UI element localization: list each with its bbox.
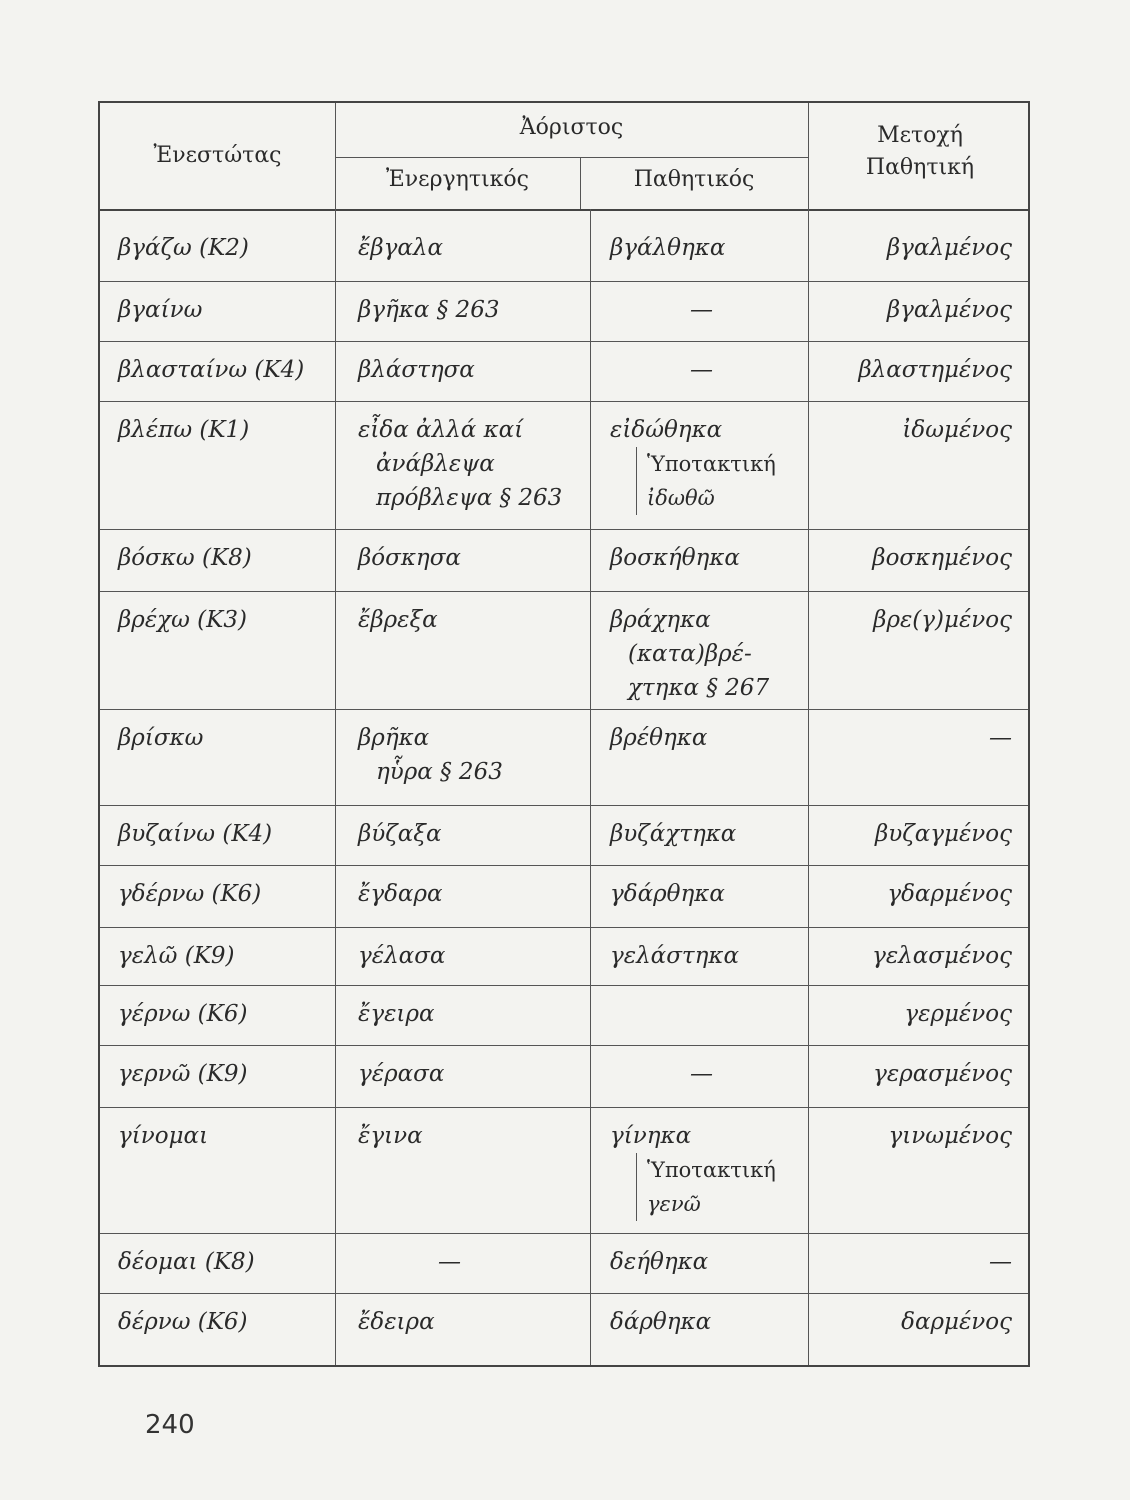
aorist-active-line: ἀνάβλεψα [376, 451, 495, 477]
aorist-passive-cell [610, 1045, 815, 1091]
aorist-active-cell [358, 591, 583, 637]
aorist-passive-cell [610, 985, 815, 997]
subjunctive-form: γενῶ [647, 1192, 701, 1216]
aorist-active-cell [358, 1233, 583, 1279]
table-header [100, 103, 1028, 211]
participle-cell: ἰδωμένος [902, 417, 1012, 443]
aorist-passive-line: χτηκα § 267 [628, 675, 770, 701]
present-cell: βρίσκω [118, 725, 204, 751]
table-row [100, 209, 1028, 282]
aorist-passive-cell [610, 927, 815, 973]
participle-cell: γδαρμένος [887, 881, 1012, 907]
aorist-active-cell [358, 865, 583, 911]
aorist-active-line: ἔγινα [358, 1123, 423, 1149]
aorist-passive-line: δεήθηκα [610, 1249, 709, 1275]
aorist-passive-line: γδάρθηκα [610, 881, 725, 907]
aorist-passive-line: — [690, 357, 713, 383]
aorist-divider [335, 157, 808, 158]
aorist-active-line: ἔγδαρα [358, 881, 443, 907]
aorist-passive-line: εἰδώθηκα [610, 417, 723, 443]
subjunctive-note [636, 1153, 815, 1221]
participle-cell: βλαστημένος [858, 357, 1012, 383]
participle-cell: — [989, 725, 1012, 751]
participle-cell: — [989, 1249, 1012, 1275]
subjunctive-label: Ὑποτακτική [647, 1158, 776, 1182]
present-cell: γελῶ (Κ9) [118, 943, 235, 969]
aorist-active-line: βόσκησα [358, 545, 461, 571]
aorist-passive-line: βρέθηκα [610, 725, 708, 751]
aorist-active-line: βγῆκα § 263 [358, 297, 500, 323]
aorist-active-line: ἔβρεξα [358, 607, 438, 633]
page-number: 240 [145, 1410, 195, 1440]
present-cell: βυζαίνω (Κ4) [118, 821, 273, 847]
table-row [100, 927, 1028, 986]
header-participle-1: Μετοχή [877, 123, 963, 148]
table-row [100, 865, 1028, 928]
table-row [100, 341, 1028, 402]
aorist-active-cell [358, 1293, 583, 1339]
table-row [100, 591, 1028, 710]
table-row [100, 1107, 1028, 1234]
present-cell: βλέπω (Κ1) [118, 417, 250, 443]
aorist-passive-cell [610, 529, 815, 575]
subjunctive-label: Ὑποτακτική [647, 452, 776, 476]
participle-cell: βυζαγμένος [874, 821, 1012, 847]
subjunctive-note [636, 447, 815, 515]
participle-cell: βγαλμένος [886, 297, 1012, 323]
aorist-active-cell [358, 1045, 583, 1091]
header-active: Ἐνεργητικός [386, 167, 529, 192]
table-row [100, 709, 1028, 806]
aorist-passive-line: βυζάχτηκα [610, 821, 737, 847]
table-row [100, 529, 1028, 592]
aorist-passive-cell [610, 401, 815, 515]
present-cell: βόσκω (Κ8) [118, 545, 252, 571]
aorist-active-cell [358, 341, 583, 387]
aorist-passive-line: βοσκήθηκα [610, 545, 740, 571]
aorist-active-line: ἔγειρα [358, 1001, 435, 1027]
present-cell: βγαίνω [118, 297, 203, 323]
aorist-passive-line: γίνηκα [610, 1123, 692, 1149]
aorist-active-line: βρῆκα [358, 725, 430, 751]
aorist-active-cell [358, 281, 583, 327]
participle-cell: γερασμένος [873, 1061, 1012, 1087]
header-aorist: Ἀόριστος [519, 115, 624, 140]
participle-cell: γερμένος [904, 1001, 1012, 1027]
aorist-active-line: πρόβλεψα § 263 [376, 485, 563, 511]
aorist-active-line: γέρασα [358, 1061, 445, 1087]
participle-cell: γινωμένος [888, 1123, 1012, 1149]
header-passive: Παθητικός [633, 167, 755, 192]
participle-cell: βρε(γ)μένος [873, 607, 1012, 633]
header-divider [580, 157, 581, 209]
aorist-active-cell [358, 985, 583, 1031]
participle-cell: γελασμένος [872, 943, 1012, 969]
aorist-passive-cell [610, 281, 815, 327]
aorist-active-line: γέλασα [358, 943, 446, 969]
aorist-passive-line: βράχηκα [610, 607, 711, 633]
aorist-active-cell [358, 927, 583, 973]
aorist-active-line: ἔδειρα [358, 1309, 435, 1335]
aorist-active-line: βύζαξα [358, 821, 442, 847]
aorist-passive-line: (κατα)βρέ- [628, 641, 752, 667]
aorist-active-line: εἶδα ἀλλά καί [358, 417, 524, 443]
aorist-passive-line: βγάλθηκα [610, 235, 726, 261]
aorist-passive-line: δάρθηκα [610, 1309, 712, 1335]
participle-cell: βγαλμένος [886, 235, 1012, 261]
aorist-passive-cell [610, 709, 815, 755]
participle-cell: βοσκημένος [872, 545, 1012, 571]
present-cell: βλασταίνω (Κ4) [118, 357, 305, 383]
table-row [100, 401, 1028, 530]
present-cell: γίνομαι [118, 1123, 209, 1149]
subjunctive-form: ἰδωθῶ [647, 486, 715, 510]
table-row [100, 1233, 1028, 1294]
table-row [100, 1045, 1028, 1108]
table-row [100, 1293, 1028, 1369]
participle-cell: δαρμένος [901, 1309, 1012, 1335]
aorist-active-cell [358, 401, 583, 515]
aorist-passive-cell [610, 591, 815, 705]
aorist-passive-line: γελάστηκα [610, 943, 740, 969]
header-participle-2: Παθητική [865, 155, 975, 180]
present-cell: γδέρνω (Κ6) [118, 881, 262, 907]
aorist-active-cell [358, 529, 583, 575]
aorist-passive-cell [610, 209, 815, 265]
table-row [100, 805, 1028, 866]
aorist-active-cell [358, 209, 583, 265]
aorist-passive-line: — [690, 1061, 713, 1087]
aorist-active-line: ἔβγαλα [358, 235, 444, 261]
present-cell: γερνῶ (Κ9) [118, 1061, 248, 1087]
aorist-passive-cell [610, 341, 815, 387]
present-cell: δέομαι (Κ8) [118, 1249, 255, 1275]
aorist-passive-line: — [690, 297, 713, 323]
aorist-active-line: ηὗρα § 263 [376, 759, 503, 785]
aorist-passive-cell [610, 805, 815, 851]
present-cell: γέρνω (Κ6) [118, 1001, 248, 1027]
table-row [100, 281, 1028, 342]
aorist-active-cell [358, 805, 583, 851]
present-cell: δέρνω (Κ6) [118, 1309, 248, 1335]
aorist-passive-cell [610, 1107, 815, 1221]
aorist-active-line: — [438, 1249, 461, 1275]
aorist-passive-cell [610, 865, 815, 911]
aorist-passive-cell [610, 1293, 815, 1339]
aorist-passive-cell [610, 1233, 815, 1279]
verb-table [98, 101, 1030, 1367]
present-cell: βρέχω (Κ3) [118, 607, 247, 633]
header-present: Ἐνεστώτας [153, 143, 282, 168]
aorist-active-cell [358, 709, 583, 789]
table-row [100, 985, 1028, 1046]
present-cell: βγάζω (Κ2) [118, 235, 249, 261]
aorist-active-line: βλάστησα [358, 357, 475, 383]
aorist-active-cell [358, 1107, 583, 1153]
